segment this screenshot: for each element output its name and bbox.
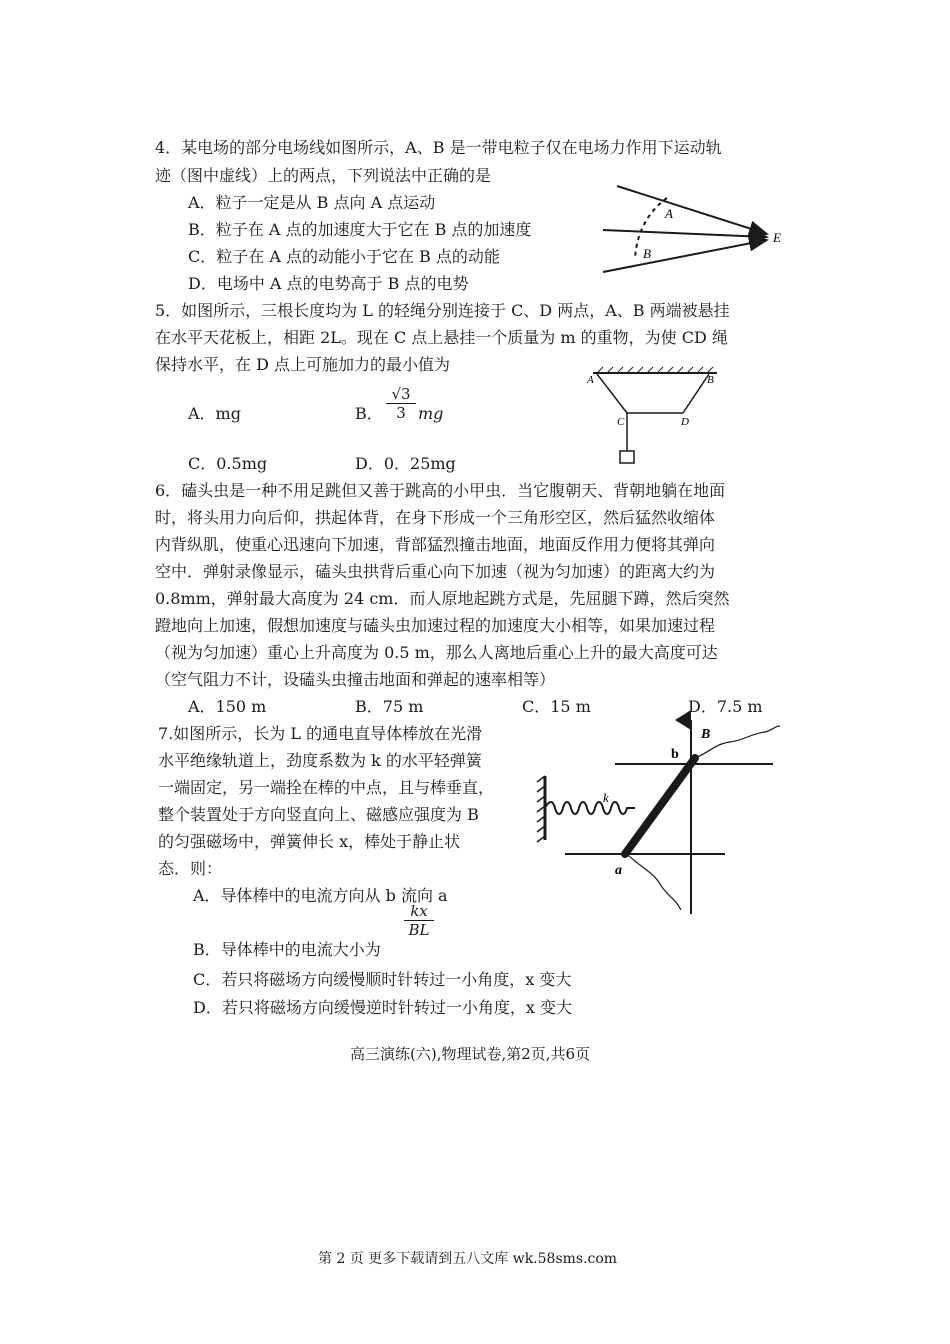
q5-line-1: 5．如图所示，三根长度均为 L 的轻绳分别连接于 C、D 两点，A、B 两端被悬挂 (155, 301, 730, 320)
q7-line-2: 水平绝缘轨道上，劲度系数为 k 的水平轻弹簧 (158, 751, 482, 770)
q5-option-a: A．mg (188, 404, 241, 423)
q7-line-5: 的匀强磁场中，弹簧伸长 x，棒处于静止状 (158, 832, 461, 851)
q7-line-6: 态．则： (158, 859, 223, 878)
q5-line-2: 在水平天花板上，相距 2L。现在 C 点上悬挂一个质量为 m 的重物，为使 CD 绳 (155, 328, 728, 347)
weight-block (620, 451, 634, 463)
q4-option-d: D．电场中 A 点的电势高于 B 点的电势 (188, 274, 469, 293)
q7-line-3: 一端固定，另一端拴在棒的中点，且与棒垂直， (158, 778, 495, 797)
q4-line-2: 迹（图中虚线）上的两点，下列说法中正确的是 (155, 166, 492, 185)
q6-line-1: 6．磕头虫是一种不用足跳但又善于跳高的小甲虫．当它腹朝天、背朝地躺在地面 (155, 481, 726, 500)
q7-line-4: 整个装置处于方向竖直向上、磁感应强度为 B (158, 805, 479, 824)
q7-fraction-denominator: BL (408, 921, 430, 939)
label-spring-k: k (603, 790, 609, 805)
q6-line-8: （空气阻力不计，设磕头虫撞击地面和弹起的速率相等） (155, 670, 556, 689)
q7-option-d: D．若只将磁场方向缓慢逆时针转过一小角度，x 变大 (193, 998, 572, 1017)
spring (545, 802, 635, 814)
q6-option-d: D．7.5 m (688, 697, 763, 716)
label-e: E (773, 230, 781, 245)
q7-option-c: C．若只将磁场方向缓慢顺时针转过一小角度，x 变大 (193, 970, 572, 989)
label-a: A (587, 374, 594, 386)
q4-option-c: C．粒子在 A 点的动能小于它在 B 点的动能 (188, 247, 500, 266)
label-a: A (665, 206, 673, 221)
field-line-bottom (603, 240, 767, 272)
label-b: B (707, 374, 714, 386)
q7-rod-spring-figure (535, 712, 785, 922)
q4-electric-field-figure (595, 180, 795, 280)
q5-line-3: 保持水平，在 D 点上可施加力的最小值为 (155, 355, 451, 374)
rope-db (683, 374, 709, 413)
q5-option-c: C．0.5mg (188, 454, 268, 473)
label-d: D (681, 416, 689, 428)
field-line-top (617, 186, 767, 234)
label-field-b: B (701, 727, 711, 742)
q4-option-b: B．粒子在 A 点的加速度大于它在 B 点的加速度 (188, 220, 532, 239)
q6-line-6: 蹬地向上加速，假想加速度与磕头虫加速过程的加速度大小相等，如果加速过程 (155, 616, 716, 635)
q5-option-b-suffix: mg (418, 404, 444, 423)
q6-line-4: 空中．弹射录像显示，磕头虫拱背后重心向下加速（视为匀加速）的距离大约为 (155, 562, 716, 581)
wire-bottom (627, 854, 681, 910)
rope-ac (597, 374, 627, 413)
q5-option-b-fraction (386, 385, 416, 422)
q6-line-7: （视为匀加速）重心上升高度为 0.5 m，那么人离地后重心上升的最大高度可达 (155, 643, 718, 662)
q4-option-a: A．粒子一定是从 B 点向 A 点运动 (188, 193, 436, 212)
label-point-a: a (615, 863, 622, 878)
q7-line-1: 7.如图所示，长为 L 的通电直导体棒放在光滑 (158, 724, 483, 743)
q5-option-d: D．0．25mg (355, 454, 456, 473)
q6-option-b: B．75 m (355, 697, 424, 716)
q7-option-b-fraction (404, 902, 434, 939)
trajectory-dashed (635, 198, 667, 258)
field-line-middle (603, 230, 767, 237)
q6-line-5: 0.8mm，弹射最大高度为 24 cm．而人原地起跳方式是，先屈腿下蹲，然后突然 (155, 589, 730, 608)
label-b: B (643, 246, 651, 261)
q6-line-3: 内背纵肌，使重心迅速向下加速，背部猛烈撞击地面，地面反作用力便将其弹向 (155, 535, 716, 554)
q7-option-b-prefix: B．导体棒中的电流大小为 (193, 940, 381, 959)
q6-line-2: 时，将头用力向后仰，拱起体背，在身下形成一个三角形空区，然后猛然收缩体 (155, 508, 716, 527)
q5-option-b-prefix: B． (355, 404, 383, 423)
download-watermark: 第 2 页 更多下载请到五八文库 wk.58sms.com (318, 1251, 618, 1267)
q4-line-1: 4．某电场的部分电场线如图所示，A、B 是一带电粒子仅在电场力作用下运动轨 (155, 138, 722, 157)
q5-rope-figure (585, 365, 735, 470)
q5-fraction-numerator: √3 (386, 385, 416, 404)
q7-fraction-numerator: kx (404, 902, 434, 921)
label-point-b: b (671, 747, 679, 762)
conductor-rod (625, 758, 695, 854)
q5-fraction-denominator: 3 (396, 404, 406, 422)
page-info-footer: 高三演练(六),物理试卷,第2页,共6页 (350, 1045, 591, 1063)
q7-option-a: A．导体棒中的电流方向从 b 流向 a (193, 886, 448, 905)
label-c: C (617, 416, 625, 428)
q6-option-c: C．15 m (522, 697, 591, 716)
q6-option-a: A．150 m (188, 697, 267, 716)
